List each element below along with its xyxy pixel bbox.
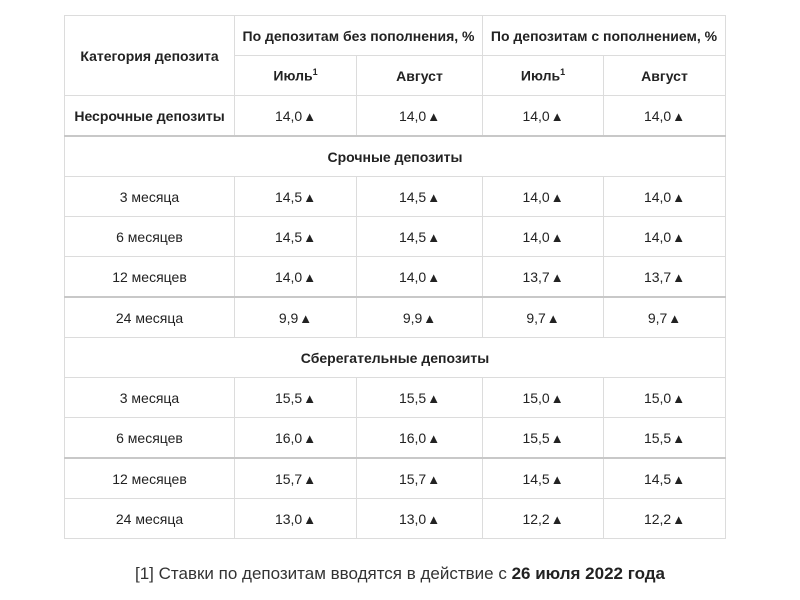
footnote-ref: 1 — [312, 67, 318, 78]
arrow-up-icon: ▲ — [427, 430, 441, 446]
rate-value: 13,7 — [643, 268, 672, 285]
arrow-up-icon: ▲ — [427, 471, 441, 487]
rate-value: 15,5 — [274, 389, 303, 406]
arrow-up-icon: ▲ — [303, 471, 317, 487]
rate-value: 15,5 — [522, 429, 550, 446]
footnote-date: 26 июля 2022 года — [511, 564, 665, 583]
rate-cell — [604, 297, 726, 338]
table-row — [65, 217, 726, 257]
rate-cell — [235, 217, 357, 257]
arrow-up-icon: ▲ — [550, 108, 564, 124]
rate-value: 14,5 — [274, 188, 303, 205]
section-title: Сберегательные депозиты — [65, 338, 726, 378]
arrow-up-icon: ▲ — [550, 390, 564, 406]
arrow-up-icon: ▲ — [299, 310, 313, 326]
arrow-up-icon: ▲ — [303, 189, 317, 205]
rate-cell — [357, 458, 483, 499]
rate-cell — [483, 96, 604, 137]
table-row — [65, 177, 726, 217]
arrow-up-icon: ▲ — [672, 471, 686, 487]
rate-value: 14,0 — [274, 268, 303, 285]
rate-value: 14,0 — [643, 107, 672, 124]
arrow-up-icon: ▲ — [303, 430, 317, 446]
rate-cell — [604, 177, 726, 217]
rate-cell — [235, 418, 357, 459]
rate-cell — [604, 499, 726, 539]
header-group-topup: По депозитам с пополнением, % — [483, 16, 726, 56]
header-july-1 — [235, 56, 357, 96]
rate-cell — [357, 297, 483, 338]
arrow-up-icon: ▲ — [668, 310, 682, 326]
arrow-up-icon: ▲ — [427, 269, 441, 285]
rate-value: 14,0 — [398, 107, 427, 124]
rate-value: 13,0 — [274, 510, 303, 527]
rate-cell — [357, 96, 483, 137]
row-category: 3 месяца — [65, 177, 235, 217]
rate-value: 9,9 — [402, 309, 423, 326]
rate-cell — [235, 458, 357, 499]
rate-value: 9,9 — [278, 309, 299, 326]
arrow-up-icon: ▲ — [546, 310, 560, 326]
rate-value: 15,5 — [643, 429, 672, 446]
rate-value: 14,0 — [398, 268, 427, 285]
arrow-up-icon: ▲ — [550, 269, 564, 285]
footnote-ref: 1 — [560, 67, 566, 78]
rate-cell — [604, 458, 726, 499]
deposit-rates-table — [64, 15, 726, 539]
section-row — [65, 338, 726, 378]
row-category: Несрочные депозиты — [65, 96, 235, 137]
rate-cell — [235, 499, 357, 539]
rate-cell — [235, 96, 357, 137]
rate-cell — [483, 217, 604, 257]
row-category: 24 месяца — [65, 297, 235, 338]
table-body — [65, 96, 726, 539]
rate-value: 15,0 — [522, 389, 550, 406]
rate-cell — [483, 177, 604, 217]
arrow-up-icon: ▲ — [303, 511, 317, 527]
rate-cell — [604, 217, 726, 257]
rate-value: 14,5 — [398, 228, 427, 245]
rate-cell — [604, 257, 726, 298]
rate-cell — [604, 418, 726, 459]
arrow-up-icon: ▲ — [550, 189, 564, 205]
rate-cell — [235, 378, 357, 418]
rate-value: 14,5 — [643, 470, 672, 487]
arrow-up-icon: ▲ — [672, 229, 686, 245]
table-row — [65, 418, 726, 459]
rate-cell — [357, 177, 483, 217]
rate-value: 12,2 — [522, 510, 550, 527]
header-august-2: Август — [604, 56, 726, 96]
rate-value: 16,0 — [274, 429, 303, 446]
rate-cell — [235, 297, 357, 338]
arrow-up-icon: ▲ — [550, 471, 564, 487]
rate-cell — [483, 458, 604, 499]
rate-value: 15,7 — [398, 470, 427, 487]
rate-value: 14,0 — [522, 107, 550, 124]
arrow-up-icon: ▲ — [550, 511, 564, 527]
header-row-groups — [65, 16, 726, 56]
rate-cell — [483, 378, 604, 418]
rate-value: 9,7 — [647, 309, 668, 326]
arrow-up-icon: ▲ — [672, 189, 686, 205]
arrow-up-icon: ▲ — [303, 108, 317, 124]
rate-value: 14,5 — [274, 228, 303, 245]
rate-value: 15,5 — [398, 389, 427, 406]
rate-cell — [483, 297, 604, 338]
rate-cell — [235, 257, 357, 298]
rate-value: 13,0 — [398, 510, 427, 527]
rate-value: 9,7 — [526, 309, 546, 326]
section-row — [65, 136, 726, 177]
rate-cell — [483, 418, 604, 459]
table-row — [65, 499, 726, 539]
footnote-text: [1] Ставки по депозитам вводятся в действие с — [135, 564, 512, 583]
table-row — [65, 458, 726, 499]
rate-cell — [357, 257, 483, 298]
rate-cell — [604, 96, 726, 137]
month-label: Июль — [520, 67, 561, 84]
table-row — [65, 297, 726, 338]
table-row — [65, 96, 726, 137]
rate-value: 15,0 — [643, 389, 672, 406]
row-category: 12 месяцев — [65, 458, 235, 499]
header-august-1: Август — [357, 56, 483, 96]
arrow-up-icon: ▲ — [303, 390, 317, 406]
rate-cell — [483, 499, 604, 539]
rate-value: 13,7 — [522, 268, 550, 285]
table-row — [65, 257, 726, 298]
arrow-up-icon: ▲ — [672, 511, 686, 527]
rate-value: 14,0 — [643, 188, 672, 205]
row-category: 12 месяцев — [65, 257, 235, 298]
rate-cell — [357, 217, 483, 257]
arrow-up-icon: ▲ — [672, 390, 686, 406]
footnote — [0, 564, 800, 584]
rate-cell — [357, 499, 483, 539]
rate-value: 14,0 — [643, 228, 672, 245]
row-category: 6 месяцев — [65, 418, 235, 459]
rate-value: 15,7 — [274, 470, 303, 487]
arrow-up-icon: ▲ — [550, 229, 564, 245]
rate-value: 14,0 — [522, 228, 550, 245]
rate-value: 14,0 — [522, 188, 550, 205]
row-category: 3 месяца — [65, 378, 235, 418]
rate-value: 14,5 — [522, 470, 550, 487]
arrow-up-icon: ▲ — [550, 430, 564, 446]
arrow-up-icon: ▲ — [427, 229, 441, 245]
arrow-up-icon: ▲ — [427, 390, 441, 406]
arrow-up-icon: ▲ — [672, 269, 686, 285]
arrow-up-icon: ▲ — [427, 108, 441, 124]
arrow-up-icon: ▲ — [672, 108, 686, 124]
table-row — [65, 378, 726, 418]
rate-cell — [235, 177, 357, 217]
rate-value: 16,0 — [398, 429, 427, 446]
month-label: Июль — [273, 67, 313, 84]
rate-cell — [604, 378, 726, 418]
rate-cell — [483, 257, 604, 298]
header-july-2 — [483, 56, 604, 96]
arrow-up-icon: ▲ — [672, 430, 686, 446]
deposit-rates-table-container — [64, 15, 725, 539]
arrow-up-icon: ▲ — [423, 310, 437, 326]
arrow-up-icon: ▲ — [427, 189, 441, 205]
arrow-up-icon: ▲ — [427, 511, 441, 527]
rate-cell — [357, 418, 483, 459]
rate-value: 14,0 — [274, 107, 303, 124]
header-group-no-topup: По депозитам без пополнения, % — [235, 16, 483, 56]
section-title: Срочные депозиты — [65, 136, 726, 177]
rate-value: 14,5 — [398, 188, 427, 205]
rate-value: 12,2 — [643, 510, 672, 527]
arrow-up-icon: ▲ — [303, 269, 317, 285]
row-category: 6 месяцев — [65, 217, 235, 257]
arrow-up-icon: ▲ — [303, 229, 317, 245]
rate-cell — [357, 378, 483, 418]
row-category: 24 месяца — [65, 499, 235, 539]
header-category: Категория депозита — [65, 16, 235, 96]
